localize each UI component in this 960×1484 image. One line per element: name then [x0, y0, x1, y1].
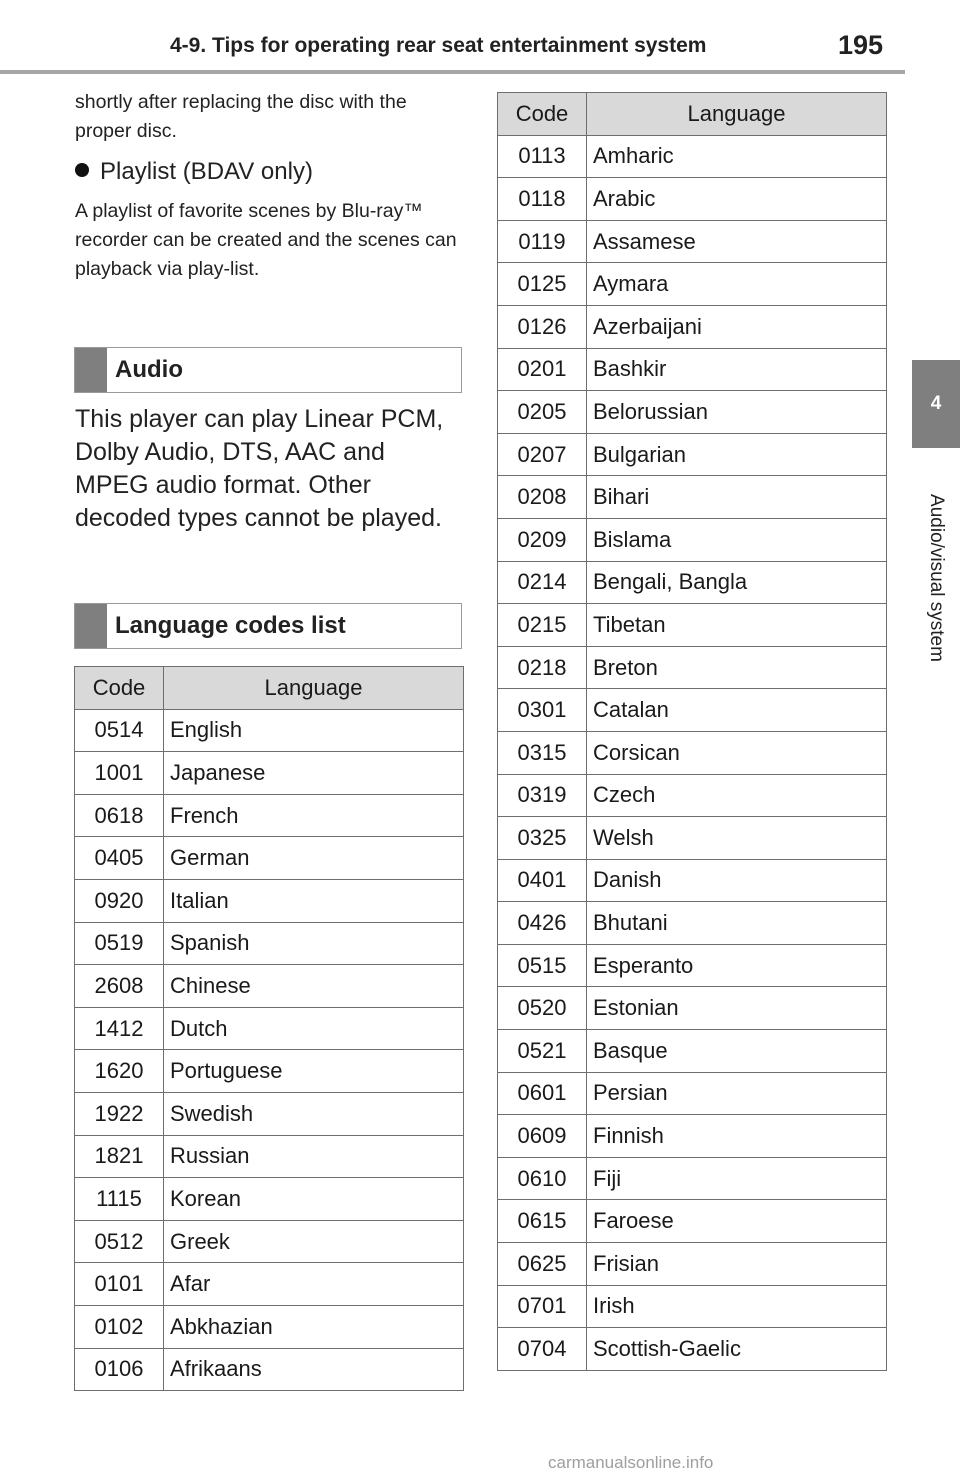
language-cell: Catalan — [587, 689, 887, 732]
language-cell: Bengali, Bangla — [587, 561, 887, 604]
code-cell: 1922 — [75, 1092, 164, 1135]
table-row — [498, 476, 887, 519]
language-cell: Basque — [587, 1030, 887, 1073]
code-cell: 0601 — [498, 1072, 587, 1115]
language-cell: Afar — [164, 1263, 464, 1306]
language-cell: Bislama — [587, 518, 887, 561]
language-cell: Esperanto — [587, 944, 887, 987]
table-row — [498, 1115, 887, 1158]
language-cell: Breton — [587, 646, 887, 689]
code-cell: 0101 — [75, 1263, 164, 1306]
language-cell: Czech — [587, 774, 887, 817]
code-cell: 0301 — [498, 689, 587, 732]
code-cell: 0118 — [498, 178, 587, 221]
table-row — [75, 965, 464, 1008]
page-number: 195 — [838, 30, 884, 60]
language-column-header: Language — [164, 667, 464, 710]
table-row — [498, 220, 887, 263]
code-cell: 1412 — [75, 1007, 164, 1050]
language-codes-table-left — [74, 666, 464, 1391]
language-cell: Irish — [587, 1285, 887, 1328]
code-cell: 0704 — [498, 1328, 587, 1371]
table-row — [498, 391, 887, 434]
code-cell: 1115 — [75, 1178, 164, 1221]
language-cell: Spanish — [164, 922, 464, 965]
language-cell: Frisian — [587, 1243, 887, 1286]
table-row — [75, 1263, 464, 1306]
table-row — [498, 646, 887, 689]
table-row — [498, 817, 887, 860]
language-cell: Amharic — [587, 135, 887, 178]
code-cell: 0207 — [498, 433, 587, 476]
code-cell: 0126 — [498, 305, 587, 348]
language-cell: Aymara — [587, 263, 887, 306]
language-cell: Bhutani — [587, 902, 887, 945]
code-cell: 0618 — [75, 794, 164, 837]
language-cell: English — [164, 709, 464, 752]
table-row — [75, 879, 464, 922]
language-cell: Assamese — [587, 220, 887, 263]
language-cell: Greek — [164, 1220, 464, 1263]
language-cell: Dutch — [164, 1007, 464, 1050]
table-row — [498, 178, 887, 221]
table-row — [498, 987, 887, 1030]
language-cell: Chinese — [164, 965, 464, 1008]
table-header-row — [75, 667, 464, 710]
language-cell: Korean — [164, 1178, 464, 1221]
intro-paragraph: shortly after replacing the disc with the proper disc. — [75, 91, 407, 142]
table-row — [498, 1157, 887, 1200]
bullet-label: Playlist (BDAV only) — [100, 158, 313, 185]
table-row — [498, 305, 887, 348]
table-row — [75, 1050, 464, 1093]
code-cell: 0401 — [498, 859, 587, 902]
table-header-row — [498, 93, 887, 136]
language-heading-text: Language codes list — [115, 612, 346, 639]
language-cell: Welsh — [587, 817, 887, 860]
language-cell: Bihari — [587, 476, 887, 519]
table-row — [498, 1030, 887, 1073]
code-cell: 0205 — [498, 391, 587, 434]
table-row — [75, 1178, 464, 1221]
language-cell: Bulgarian — [587, 433, 887, 476]
code-cell: 1001 — [75, 752, 164, 795]
table-row — [498, 263, 887, 306]
code-cell: 0319 — [498, 774, 587, 817]
language-cell: Afrikaans — [164, 1348, 464, 1391]
code-cell: 0201 — [498, 348, 587, 391]
code-cell: 0512 — [75, 1220, 164, 1263]
table-row — [498, 1200, 887, 1243]
audio-section-heading — [74, 347, 462, 393]
table-row — [75, 1220, 464, 1263]
table-row — [498, 689, 887, 732]
table-row — [498, 774, 887, 817]
code-cell: 0609 — [498, 1115, 587, 1158]
table-row — [75, 1348, 464, 1391]
code-cell: 0520 — [498, 987, 587, 1030]
side-tab-label: Audio/visual system — [926, 494, 947, 662]
section-marker — [75, 348, 107, 392]
code-cell: 0119 — [498, 220, 587, 263]
bullet-heading — [75, 158, 463, 186]
language-cell: Fiji — [587, 1157, 887, 1200]
table-row — [75, 1092, 464, 1135]
watermark: carmanualsonline.info — [548, 1453, 714, 1472]
code-cell: 0610 — [498, 1157, 587, 1200]
code-cell: 0113 — [498, 135, 587, 178]
code-cell: 0315 — [498, 731, 587, 774]
code-cell: 0209 — [498, 518, 587, 561]
code-cell: 0426 — [498, 902, 587, 945]
code-column-header: Code — [498, 93, 587, 136]
code-cell: 0214 — [498, 561, 587, 604]
code-cell: 2608 — [75, 965, 164, 1008]
table-row — [75, 1007, 464, 1050]
code-cell: 0218 — [498, 646, 587, 689]
header-divider — [0, 70, 905, 74]
table-row — [498, 348, 887, 391]
code-cell: 0521 — [498, 1030, 587, 1073]
language-cell: Arabic — [587, 178, 887, 221]
code-cell: 0625 — [498, 1243, 587, 1286]
table-row — [498, 604, 887, 647]
playlist-paragraph: A playlist of favorite scenes by Blu-ray™ recorder can be created and the scenes can playback via play-list. — [75, 200, 457, 280]
table-row — [498, 1285, 887, 1328]
code-cell: 0106 — [75, 1348, 164, 1391]
code-cell: 0514 — [75, 709, 164, 752]
code-cell: 0515 — [498, 944, 587, 987]
language-cell: Portuguese — [164, 1050, 464, 1093]
language-section-heading — [74, 603, 462, 649]
section-marker — [75, 604, 107, 648]
audio-heading-text: Audio — [115, 356, 183, 383]
table-row — [498, 433, 887, 476]
table-row — [498, 859, 887, 902]
table-row — [498, 731, 887, 774]
bullet-dot-icon — [75, 163, 89, 177]
code-column-header: Code — [75, 667, 164, 710]
language-cell: Corsican — [587, 731, 887, 774]
code-cell: 0405 — [75, 837, 164, 880]
code-cell: 1620 — [75, 1050, 164, 1093]
language-cell: Persian — [587, 1072, 887, 1115]
language-cell: Azerbaijani — [587, 305, 887, 348]
table-row — [498, 1072, 887, 1115]
code-cell: 0615 — [498, 1200, 587, 1243]
language-cell: Abkhazian — [164, 1305, 464, 1348]
code-cell: 0325 — [498, 817, 587, 860]
language-cell: Russian — [164, 1135, 464, 1178]
language-cell: Finnish — [587, 1115, 887, 1158]
table-row — [75, 1135, 464, 1178]
table-row — [75, 922, 464, 965]
table-row — [498, 518, 887, 561]
language-codes-table-right — [497, 92, 887, 1371]
language-cell: Estonian — [587, 987, 887, 1030]
table-row — [498, 1328, 887, 1371]
language-cell: Tibetan — [587, 604, 887, 647]
side-tab-number: 4 — [912, 360, 960, 448]
language-cell: Italian — [164, 879, 464, 922]
table-row — [498, 944, 887, 987]
left-column-text — [75, 88, 463, 284]
table-row — [75, 752, 464, 795]
header-title: 4-9. Tips for operating rear seat entertainment system — [170, 34, 707, 57]
table-row — [75, 1305, 464, 1348]
code-cell: 0125 — [498, 263, 587, 306]
language-cell: Belorussian — [587, 391, 887, 434]
language-cell: Danish — [587, 859, 887, 902]
language-column-header: Language — [587, 93, 887, 136]
language-cell: German — [164, 837, 464, 880]
code-cell: 0701 — [498, 1285, 587, 1328]
audio-paragraph: This player can play Linear PCM, Dolby Audio, DTS, AAC and MPEG audio format. Other decoded types cannot be played. — [75, 405, 444, 532]
code-cell: 0215 — [498, 604, 587, 647]
language-cell: Faroese — [587, 1200, 887, 1243]
code-cell: 1821 — [75, 1135, 164, 1178]
code-cell: 0920 — [75, 879, 164, 922]
table-row — [498, 135, 887, 178]
language-cell: Bashkir — [587, 348, 887, 391]
language-cell: Swedish — [164, 1092, 464, 1135]
table-row — [75, 794, 464, 837]
table-row — [498, 561, 887, 604]
table-row — [75, 837, 464, 880]
language-cell: French — [164, 794, 464, 837]
table-row — [498, 1243, 887, 1286]
language-cell: Japanese — [164, 752, 464, 795]
table-row — [75, 709, 464, 752]
code-cell: 0102 — [75, 1305, 164, 1348]
code-cell: 0519 — [75, 922, 164, 965]
table-row — [498, 902, 887, 945]
language-cell: Scottish-Gaelic — [587, 1328, 887, 1371]
code-cell: 0208 — [498, 476, 587, 519]
